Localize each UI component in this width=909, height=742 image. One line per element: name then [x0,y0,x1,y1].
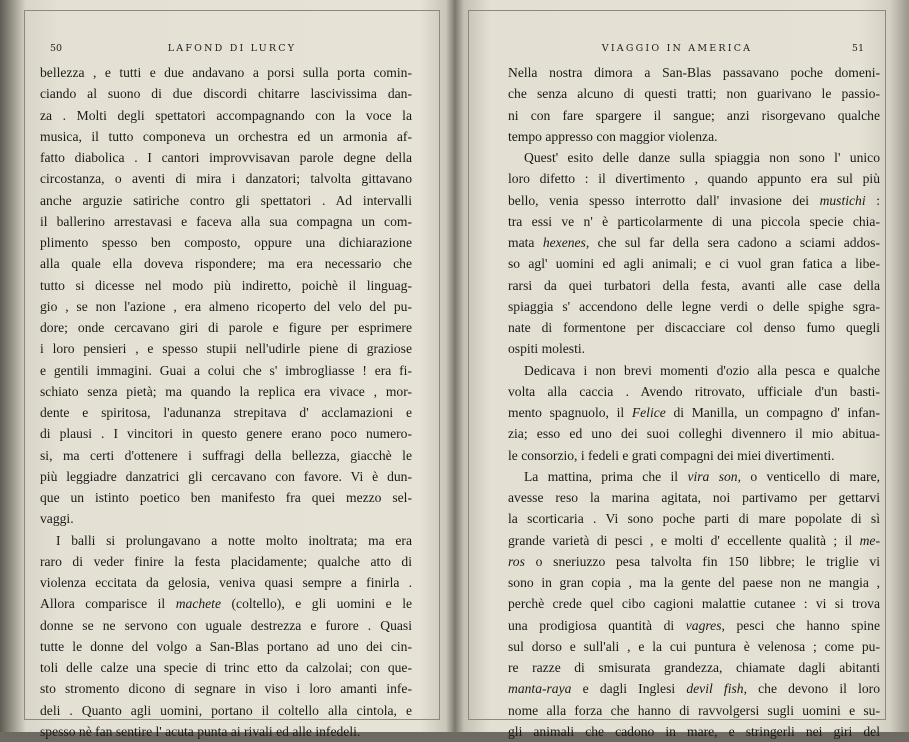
text-line: manta-raya e dagli Inglesi devil fish, che devono il loro [508,681,880,697]
text-line: grande varietà di pesci , e molti d' eccellente qualità ; il me- [508,532,880,548]
text-line: dente e spiritosa, l'adunanza strepitava d' acclamazioni e [40,405,412,420]
text-line: Dedicava i non brevi momenti d'ozio alla pesca e qualche [524,362,880,378]
text-line: circostanza, o aventi di mira i danzatori; talvolta gittavano [40,171,412,187]
text-line: za . Molti degli spettatori accompagnando con la voce la [40,107,412,123]
text-line: rarsi da quei turbatori della festa, avanti alle case della [508,277,880,293]
left-page [18,0,446,739]
text-line: deli . Quanto agli uomini, portano il coltello alla cintola, e [40,702,412,718]
body-text [40,62,412,742]
text-line: mento spagnuolo, il Felice di Manilla, un compagno d' infan- [508,405,880,420]
text-line: sto stromento dicono di segnare in viso i loro amanti infe- [40,681,412,697]
text-line: tutte le donne del volgo a San-Blas portano ad uno dei cin- [40,638,412,654]
running-head [38,40,426,56]
text-line: tra essi ve n' è particolarmente di una piccola specie chia- [508,213,880,229]
page-number: 51 [851,42,864,54]
page-number: 50 [50,42,63,54]
text-line: Allora comparisce il machete (coltello), e gli uomini e le [40,596,413,612]
text-line: so agl' uomini ed agli animali; e ci vuol gran fatica a libe- [508,256,880,272]
text-line: I balli si prolungavano a notte molto inoltrata; ma era [56,532,412,548]
text-line: tutto si dicesse nel modo più indiretto, poichè il linguag- [40,277,412,293]
text-line: le consorzio, i fedeli e grati compagni dei miei divertimenti. [508,447,835,463]
text-line: nate di formentone per discacciare col denso fumo quegli [508,320,880,335]
text-line: zia; esso ed uno dei suoi colleghi divennero il mio abitua- [508,426,880,442]
text-line: avesse reso la marina agitata, noi partivamo per gettarvi [508,490,880,505]
text-line: toli delle calze una specie di trinc etto da calzolai; con que- [40,660,412,675]
text-line: alla quale ella doveva rispondere; ma era necessario che [40,256,412,272]
text-line: spesso nè fan sentire l' acuta punta ai rivali ed alle infedeli. [40,723,361,739]
text-line: ni con fare spargere il sangue; anzi risorgevano qualche [508,107,880,123]
text-line: volta alla caccia . Avendo ritrovato, ufficiale d'un basti- [508,383,880,399]
text-line: una prodigiosa quantità di vagres, pesci che hanno spine [508,617,880,633]
text-line: donne se ne servono con uguale destrezza e furore . Quasi [40,617,412,633]
text-line: i loro pensieri , e spesso stupii nell'udirle piene di graziose [40,341,412,357]
running-head-title: VIAGGIO IN AMERICA [601,42,753,54]
text-line: mata hexenes, che sul far della sera cadono a sciami addos- [508,235,880,250]
text-line: ros o sneriuzzo pesa talvolta fin 150 libbre; le triglie vi [508,553,880,569]
running-head-title: LAFOND DI LURCY [167,42,297,54]
text-line: spiaggia s' accendono delle legne verdi o delle spighe sgra- [508,298,880,314]
text-line: fatto diabolica . I cantori improvvisavan parole degne della [40,150,412,165]
text-line: Quest' esito delle danze sulla spiaggia non sono l' unico [524,150,880,165]
text-line: La mattina, prima che il vira son, o venticello di mare, [524,468,880,484]
text-line: ciando al suono di due discordi chitarre lascivissima dan- [40,86,412,102]
text-line: gio , se non l'azione , era almeno ricoperto del velo del pu- [40,298,412,314]
text-line: la scorticaria . Vi sono poche parti di mare popolate di sì [508,511,880,527]
text-line: plimento spesso ben composto, oppure una dichiarazione [40,235,412,250]
text-line: sono in gran copia , ma la gente del paese non ne mangia , [508,575,880,590]
text-line: e gentili immagini. Guai a colui che s' imbrogliasse ! era fi- [40,362,412,378]
text-line: nome alla forza che hanno di ravvolgersi sugli uomini e su- [508,702,880,718]
text-line: il ballerino arrestavasi e faceva alla sua compagna un com- [40,213,412,229]
text-line: anche arguzie satiriche contro gli spettatori . Ad intervalli [40,192,412,208]
text-line: bellezza , e tutti e due andavano a porsi sulla porta comin- [40,65,412,80]
text-line: bello, venia spesso interrotto dall' invasione dei mustichi : [508,192,880,208]
text-line: que un istinto poetico ben manifesto fra quei mezzo sel- [40,490,412,505]
text-line: che senza alcuno di questi tratti; non guarivano le passio- [508,86,880,102]
text-line: musica, il tutto componeva un orchestra ed un armonia af- [40,128,412,144]
text-line: di plausi . I vincitori in questo genere erano poco numero- [40,426,412,442]
text-line: raro di veder finire la festa placidamente; qualche atto di [40,553,412,569]
text-line: re razze di smisurata grandezza, chiamate dagli abitanti [508,660,880,675]
text-line: gli animali che cadono in mare, e stringerli nei giri del [508,723,880,739]
text-line: vaggi. [40,511,74,527]
text-line: tempo appresso con maggior violenza. [508,128,718,144]
text-line: schiato senza pietà; ma quando la replica era vivace , mor- [40,383,412,399]
text-line: perchè crede quel cibo cagioni malattie cutanee : vi si trova [508,596,880,612]
body-text [508,62,880,742]
text-line: più leggiadre danzatrici gli cercavano con favore. Vi è dun- [40,468,412,484]
right-page [462,0,892,739]
text-line: violenza eccitata da gelosia, veniva quasi sempre a finirla . [40,575,412,590]
text-line: Nella nostra dimora a San-Blas passavano poche domeni- [508,65,880,80]
text-line: dore; onde cercavano giri di parole e figure per esprimere [40,320,412,335]
text-line: sul dorso e sull'ali , e la cui puntura è velenosa ; come pu- [508,638,880,654]
text-line: ospiti molesti. [508,341,586,357]
text-line: si, ma certi d'ottenere i suffragi della bellezza, giacchè le [40,447,412,463]
text-line: loro difetto : il divertimento , quando appunto era sul più [508,171,880,187]
running-head [482,40,872,56]
